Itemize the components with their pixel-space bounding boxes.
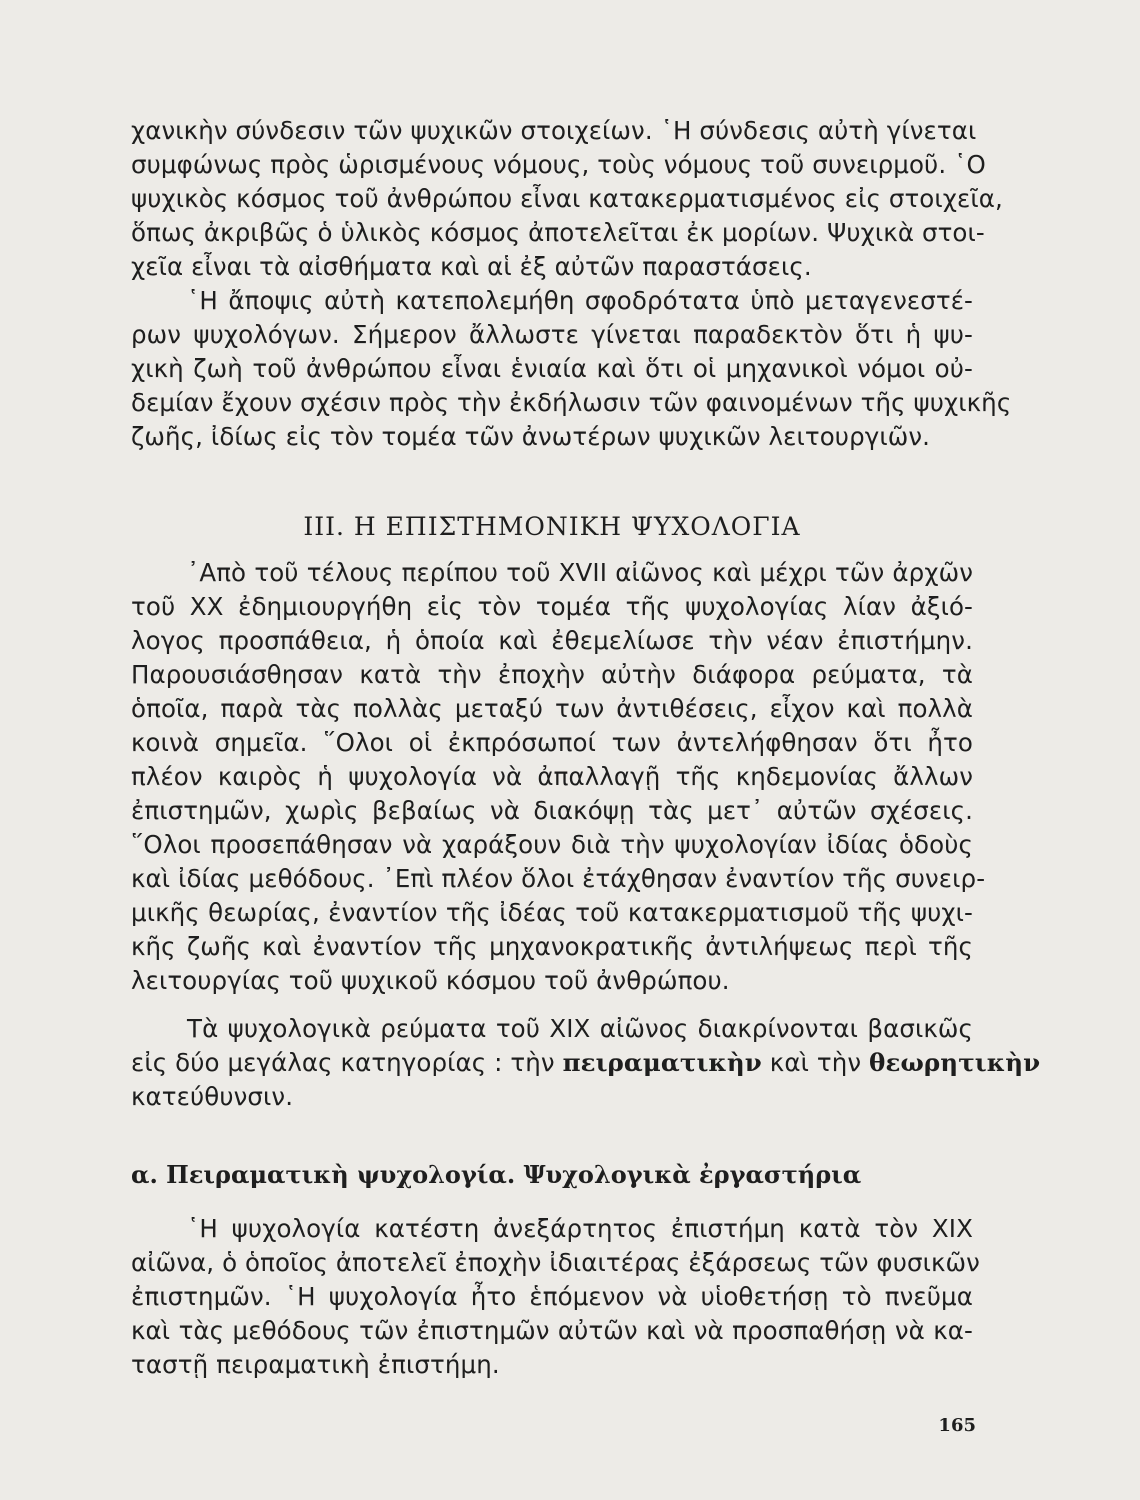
text-line: ῾Η ἄποψις αὐτὴ κατεπολεμήθη σφοδρότατα ὑπὸ μεταγενεστέ- xyxy=(187,286,973,315)
text-line: ῾Η ψυχολογία κατέστη ἀνεξάρτητος ἐπιστήμη κατὰ τὸν XIX xyxy=(187,1214,973,1243)
text-line: λειτουργίας τοῦ ψυχικοῦ κόσμου τοῦ ἀνθρώπου. xyxy=(131,966,730,995)
text-line: αἰῶνα, ὁ ὁποῖος ἀποτελεῖ ἐποχὴν ἰδιαιτέρας ἐξάρσεως τῶν φυσικῶν xyxy=(131,1248,980,1277)
text-line: χικὴ ζωὴ τοῦ ἀνθρώπου εἶναι ἑνιαία καὶ ὅτι οἱ μηχανικοὶ νόμοι οὐ- xyxy=(131,354,973,383)
text-line: Τὰ ψυχολογικὰ ρεύματα τοῦ XIX αἰῶνος διακρίνονται βασικῶς xyxy=(187,1014,973,1043)
text-line: χεῖα εἶναι τὰ αἰσθήματα καὶ αἱ ἐξ αὐτῶν παραστάσεις. xyxy=(131,252,812,281)
text-line: ἐπιστημῶν. ῾Η ψυχολογία ἦτο ἑπόμενον νὰ υἱοθετήσῃ τὸ πνεῦμα xyxy=(131,1282,973,1311)
paragraph-5 xyxy=(131,1212,980,1382)
text-fragment: καὶ τὴν xyxy=(769,1048,862,1077)
text-line: συμφώνως πρὸς ὡρισμένους νόμους, τοὺς νόμους τοῦ συνειρμοῦ. ῾Ο xyxy=(131,150,986,179)
text-line: ζωῆς, ἰδίως εἰς τὸν τομέα τῶν ἀνωτέρων ψυχικῶν λειτουργιῶν. xyxy=(131,422,931,451)
text-line: ὅπως ἀκριβῶς ὁ ὑλικὸς κόσμος ἀποτελεῖται ἐκ μορίων. Ψυχικὰ στοι- xyxy=(131,218,985,247)
text-line: καὶ τὰς μεθόδους τῶν ἐπιστημῶν αὐτῶν καὶ νὰ προσπαθήσῃ νὰ κα- xyxy=(131,1316,973,1345)
paragraph-1 xyxy=(131,114,1003,284)
text-line: δεμίαν ἔχουν σχέσιν πρὸς τὴν ἐκδήλωσιν τῶν φαινομένων τῆς ψυχικῆς xyxy=(131,388,1012,417)
page-number: 165 xyxy=(938,1415,976,1436)
paragraph-3 xyxy=(131,556,986,998)
text-line: ταστῇ πειραματικὴ ἐπιστήμη. xyxy=(131,1350,500,1379)
text-line: ρων ψυχολόγων. Σήμερον ἄλλωστε γίνεται παραδεκτὸν ὅτι ἡ ψυ- xyxy=(131,320,973,349)
text-line: κατεύθυνσιν. xyxy=(131,1082,294,1111)
subsection-heading-container xyxy=(131,1158,973,1192)
text-line: ῞Ολοι προσεπάθησαν νὰ χαράξουν διὰ τὴν ψυχολογίαν ἰδίας ὁδοὺς xyxy=(131,830,973,859)
subsection-heading: α. Πειραματικὴ ψυχολογία. Ψυχολογικὰ ἐργαστήρια xyxy=(131,1160,862,1189)
text-line-mixed xyxy=(131,1046,1041,1080)
text-line: μικῆς θεωρίας, ἐναντίον τῆς ἰδέας τοῦ κατακερματισμοῦ τῆς ψυχι- xyxy=(131,898,973,927)
paragraph-2 xyxy=(131,284,1012,454)
emphasis-term: πειραματικὴν xyxy=(562,1048,762,1077)
text-line: ψυχικὸς κόσμος τοῦ ἀνθρώπου εἶναι κατακερματισμένος εἰς στοιχεῖα, xyxy=(131,184,1003,213)
text-line: κῆς ζωῆς καὶ ἐναντίον τῆς μηχανοκρατικῆς ἀντιλήψεως περὶ τῆς xyxy=(131,932,973,961)
text-line: χανικὴν σύνδεσιν τῶν ψυχικῶν στοιχείων. ῾Η σύνδεσις αὐτὴ γίνεται xyxy=(131,116,977,145)
section-heading-container xyxy=(131,510,973,544)
section-heading: III. Η ΕΠΙΣΤΗΜΟΝΙΚΗ ΨΥΧΟΛΟΓΙΑ xyxy=(303,512,801,541)
text-line: τοῦ XX ἐδημιουργήθη εἰς τὸν τομέα τῆς ψυχολογίας λίαν ἀξιό- xyxy=(131,592,973,621)
text-line: ἐπιστημῶν, χωρὶς βεβαίως νὰ διακόψῃ τὰς μετ᾽ αὐτῶν σχέσεις. xyxy=(131,796,973,825)
text-fragment: εἰς δύο μεγάλας κατηγορίας : τὴν xyxy=(131,1048,555,1077)
text-line: ᾽Απὸ τοῦ τέλους περίπου τοῦ XVII αἰῶνος καὶ μέχρι τῶν ἀρχῶν xyxy=(187,558,973,587)
text-line: καὶ ἰδίας μεθόδους. ᾽Επὶ πλέον ὅλοι ἐτάχθησαν ἐναντίον τῆς συνειρ- xyxy=(131,864,986,893)
emphasis-term: θεωρητικὴν xyxy=(869,1048,1041,1077)
text-line: κοινὰ σημεῖα. ῞Ολοι οἱ ἐκπρόσωποί των ἀντελήφθησαν ὅτι ἦτο xyxy=(131,728,973,757)
text-line: Παρουσιάσθησαν κατὰ τὴν ἐποχὴν αὐτὴν διάφορα ρεύματα, τὰ xyxy=(131,660,973,689)
paragraph-4 xyxy=(131,1012,1041,1114)
text-line: ὁποῖα, παρὰ τὰς πολλὰς μεταξύ των ἀντιθέσεις, εἶχον καὶ πολλὰ xyxy=(131,694,973,723)
text-line: πλέον καιρὸς ἡ ψυχολογία νὰ ἀπαλλαγῇ τῆς κηδεμονίας ἄλλων xyxy=(131,762,973,791)
text-line: λογος προσπάθεια, ἡ ὁποία καὶ ἐθεμελίωσε τὴν νέαν ἐπιστήμην. xyxy=(131,626,973,655)
